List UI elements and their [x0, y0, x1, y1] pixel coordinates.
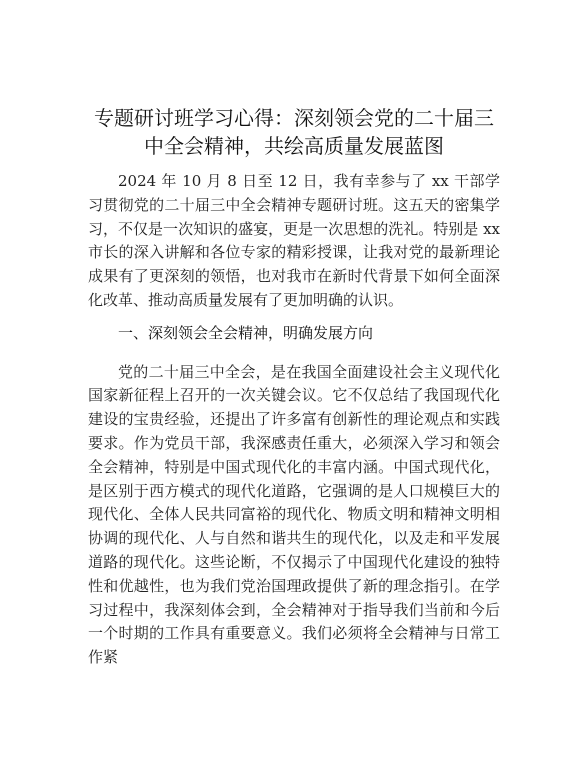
- title-line-2: 中全会精神，共绘高质量发展蓝图: [144, 134, 444, 158]
- title-line-1: 专题研讨班学习心得：深刻领会党的二十届三: [94, 106, 494, 130]
- section-1-paragraph: 党的二十届三中全会，是在我国全面建设社会主义现代化国家新征程上召开的一次关键会议。它不仅总结了我国现代化建设的宝贵经验，还提出了许多富有创新性的理论观点和实践要求。作为党员干部，我深感责任重大，必须深入学习和领会全会精神，特别是中国式现代化的丰富内涵。中国式现代化，是区别于西方模式的现代化道路，它强调的是人口规模巨大的现代化、全体人民共同富裕的现代化、物质文明和精神文明相协调的现代化、人与自然和谐共生的现代化，以及走和平发展道路的现代化。这些论断，不仅揭示了中国现代化建设的独特性和优越性，也为我们党治国理政提供了新的理念指引。在学习过程中，我深刻体会到，全会精神对于指导我们当前和今后一个时期的工作具有重要意义。我们必须将全会精神与日常工作紧: [88, 362, 500, 667]
- document-page: [88, 104, 500, 670]
- section-heading-1: 一、深刻领会全会精神，明确发展方向: [118, 323, 374, 342]
- intro-paragraph: 2024 年 10 月 8 日至 12 日，我有幸参与了 xx 干部学习贯彻党的二十届三中全会精神专题研讨班。这五天的密集学习，不仅是一次知识的盛宴，更是一次思想的洗礼。特别是 xx 市长的深入讲解和各位专家的精彩授课，让我对党的最新理论成果有了更深刻的领悟，也对我市在新时代背景下如何全面深化改革、推动高质量发展有了更加明确的认识。: [88, 172, 500, 309]
- document-title: [88, 104, 500, 160]
- document-body: [88, 170, 500, 670]
